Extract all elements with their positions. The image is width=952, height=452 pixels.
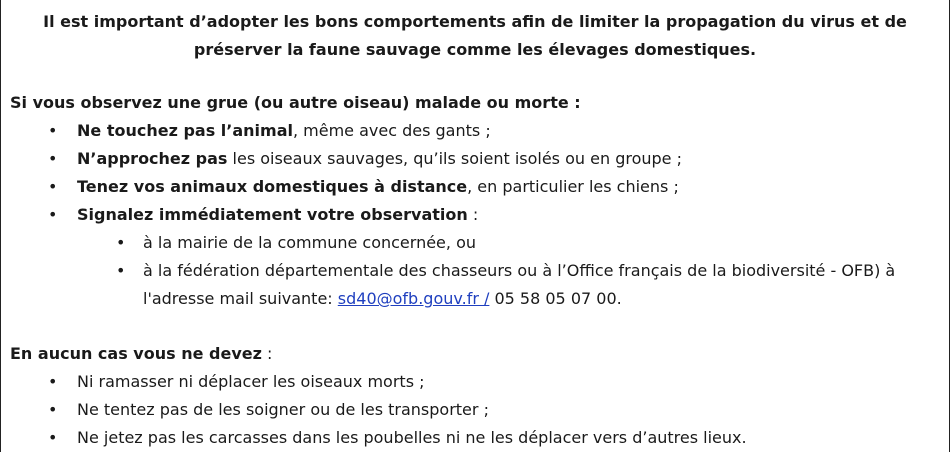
- section1-heading-text: Si vous observez une grue (ou autre oiseau) malade ou morte :: [10, 93, 581, 112]
- section1-sublist: [0, 229, 948, 313]
- item-text: , en particulier les chiens ;: [467, 177, 679, 196]
- item-text: Ne jetez pas les carcasses dans les poubelles ni ne les déplacer vers d’autres lieux.: [77, 428, 747, 447]
- item-text: Ni ramasser ni déplacer les oiseaux morts ;: [77, 372, 425, 391]
- section2-heading-rest: :: [261, 344, 273, 363]
- item-text: les oiseaux sauvages, qu’ils soient isolés ou en groupe ;: [227, 149, 682, 168]
- item-bold: Signalez immédiatement votre observation: [77, 205, 468, 224]
- sub-item-text: à la fédération départementale des chasseurs ou à l’Office français de la biodiversité - OFB) à l'adresse mail suivante:: [143, 261, 896, 308]
- item-text: Ne tentez pas de les soigner ou de les transporter ;: [77, 400, 489, 419]
- list-item: [0, 201, 948, 229]
- section2-list: [0, 368, 948, 452]
- phone-number: 05 58 05 07 00.: [489, 289, 622, 308]
- list-item: [0, 424, 948, 452]
- section1-list: [0, 117, 948, 229]
- item-bold: Tenez vos animaux domestiques à distance: [77, 177, 468, 196]
- email-link[interactable]: sd40@ofb.gouv.fr /: [337, 289, 490, 308]
- item-text: :: [467, 205, 479, 224]
- list-item: [0, 173, 948, 201]
- list-item: [0, 368, 948, 396]
- sub-item-text: à la mairie de la commune concernée, ou: [143, 233, 476, 252]
- intro-paragraph: Il est important d’adopter les bons comportements afin de limiter la propagation du virus et de préserver la faune sauvage comme les élevages domestiques.: [43, 12, 907, 59]
- list-item: [0, 145, 948, 173]
- item-text: , même avec des gants ;: [292, 121, 491, 140]
- item-bold: Ne touchez pas l’animal: [77, 121, 293, 140]
- sub-list-item: [0, 229, 948, 257]
- list-item: [0, 117, 948, 145]
- item-bold: N’approchez pas: [77, 149, 228, 168]
- section1-heading: [10, 89, 581, 117]
- section2-heading: [10, 340, 272, 368]
- section2-heading-bold: En aucun cas vous ne devez: [10, 344, 262, 363]
- list-item: [0, 396, 948, 424]
- sub-list-item: [0, 257, 948, 313]
